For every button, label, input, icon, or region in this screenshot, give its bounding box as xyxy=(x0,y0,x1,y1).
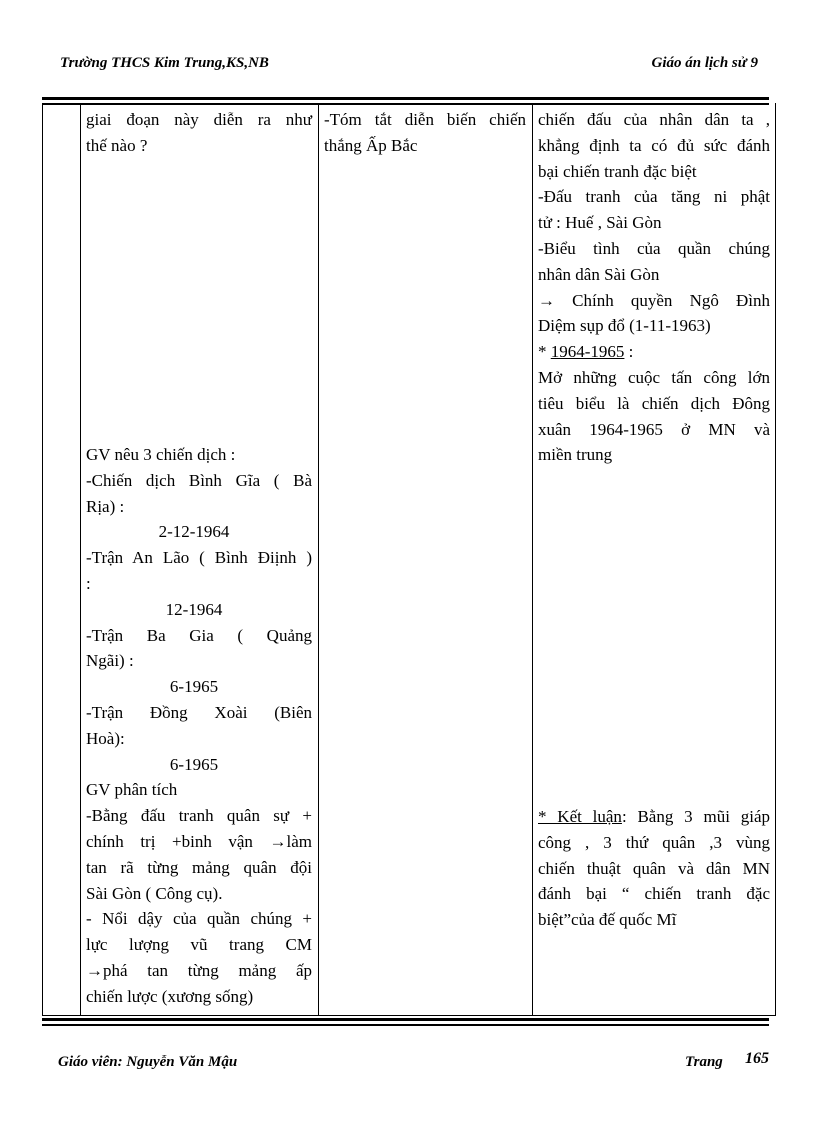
table-column-divider xyxy=(532,103,533,1016)
footer-page-label: Trang xyxy=(685,1054,723,1070)
analysis-line: →phá tan từng mảng ấp xyxy=(86,960,312,980)
period-heading: * 1964-1965 : xyxy=(538,342,634,362)
campaign-date: 6-1965 xyxy=(169,754,219,774)
teacher-question: giai đoạn này diễn ra như thế nào ? xyxy=(86,110,312,155)
campaign-item: -Trận Đồng Xoài (Biên xyxy=(86,702,312,722)
footer-page-number: 165 xyxy=(745,1050,769,1067)
analysis-line: chính trị +binh vận →làm xyxy=(86,831,312,851)
table-border-left xyxy=(42,103,43,1016)
footer-teacher: Giáo viên: Nguyễn Văn Mậu xyxy=(58,1054,238,1070)
analysis-line: lực lượng vũ trang CM xyxy=(86,935,312,955)
bottom-rule-thin xyxy=(42,1024,769,1026)
campaign-date: 12-1964 xyxy=(165,599,223,619)
conclusion: * Kết luận: Bằng 3 mũi giáp công , 3 thứ quân ,3 vùng chiến thuật quân và dân MN đánh bại “ chiến tranh đặc biệt”của đế quốc Mĩ xyxy=(538,807,770,930)
analysis-line: - Nổi dậy của quần chúng + xyxy=(86,909,312,929)
top-rule xyxy=(42,97,769,100)
analysis-line: Sài Gòn ( Công cụ). xyxy=(86,883,223,903)
top-rule-thin xyxy=(42,103,769,105)
table-border-right xyxy=(775,103,776,1016)
campaign-item: -Trận An Lão ( Bình Điịnh ) xyxy=(86,548,312,568)
table-column-divider xyxy=(318,103,319,1016)
campaign-date: 6-1965 xyxy=(169,677,219,697)
analysis-line: chiến lược (xương sống) xyxy=(86,986,254,1006)
header-subject: Giáo án lịch sử 9 xyxy=(651,55,758,71)
student-activity: -Tóm tắt diễn biến chiến thắng Ấp Bắc xyxy=(324,110,526,155)
conclusion-label: * Kết luận xyxy=(538,807,622,826)
bottom-rule xyxy=(42,1018,769,1021)
campaign-item: -Trận Ba Gia ( Quảng xyxy=(86,625,312,645)
campaign-date: 2-12-1964 xyxy=(158,522,230,542)
analysis-line: tan rã từng mảng quân đội xyxy=(86,857,312,877)
lesson-content: chiến đấu của nhân dân ta , khẳng định ta có đủ sức đánh bại chiến tranh đặc biệt -Đấu tranh của tăng ni phật tử : Huế , Sài Gòn -Biểu tình của quần chúng nhân dân Sài Gòn → Chính quyền Ngô Đình Diệm sụp đổ (1-11-1963) * 1964-1965 : Mở những cuộc tấn công lớn tiêu biểu là chiến dịch Đông xuân 1964-1965 ở MN và miền trung xyxy=(538,110,770,465)
campaign-list: GV nêu 3 chiến dịch : -Chiến dịch Bình Gĩa ( Bà Rịa) : 2-12-1964 -Trận An Lão ( Bình Điịnh ) : 12-1964 -Trận Ba Gia ( Quảng Ngãi) : 6-1965 -Trận Đồng Xoài (Biên Hoà): 6-1965 GV phân tích -Bằng đấu tranh quân sự + chính trị +binh vận →làm tan rã từng mảng quân đội Sài Gòn ( Công cụ). - Nổi dậy của quần chúng + lực lượng vũ trang CM →phá tan từng mảng ấp chiến lược (xương sống) xyxy=(86,442,312,1010)
table-column-divider xyxy=(80,103,81,1016)
campaign-item: -Chiến dịch Bình Gĩa ( Bà xyxy=(86,470,312,490)
header-school: Trường THCS Kim Trung,KS,NB xyxy=(60,55,269,71)
analysis-line: -Bằng đấu tranh quân sự + xyxy=(86,806,312,826)
table-bottom-border xyxy=(42,1015,776,1016)
